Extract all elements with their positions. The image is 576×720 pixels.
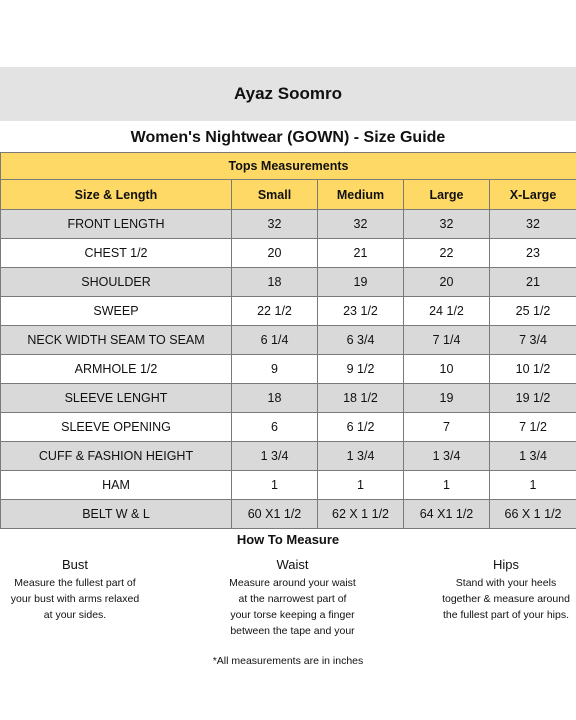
size-guide-title: Women's Nightwear (GOWN) - Size Guide [130,129,446,146]
waist-title: Waist [276,557,309,572]
medium-cell: 32 [318,210,404,239]
bust-title: Bust [61,557,88,572]
measurement-label-cell: CHEST 1/2 [1,239,232,268]
brand-header [0,67,576,121]
small-cell: 20 [232,239,318,268]
small-cell: 18 [232,268,318,297]
waist-line: your torse keeping a finger [230,609,355,621]
medium-cell: 19 [318,268,404,297]
medium-cell: 1 3/4 [318,442,404,471]
table-row [1,268,576,297]
column-header-small: Small [232,180,318,210]
measurement-label-cell: SLEEVE OPENING [1,413,232,442]
table-row [1,500,576,529]
small-cell: 1 3/4 [232,442,318,471]
brand-name: Ayaz Soomro [233,84,342,103]
xlarge-cell: 10 1/2 [490,355,576,384]
large-cell: 1 [404,471,490,500]
small-cell: 6 1/4 [232,326,318,355]
column-header-xlarge: X-Large [490,180,576,210]
large-cell: 20 [404,268,490,297]
medium-cell: 23 1/2 [318,297,404,326]
xlarge-cell: 1 3/4 [490,442,576,471]
measurement-label-cell: SWEEP [1,297,232,326]
table-row [1,442,576,471]
column-header-medium: Medium [318,180,404,210]
bust-line: at your sides. [43,609,107,621]
measurement-label-cell: NECK WIDTH SEAM TO SEAM [1,326,232,355]
hips-instructions [432,556,576,623]
small-cell: 60 X1 1/2 [232,500,318,529]
medium-cell: 62 X 1 1/2 [318,500,404,529]
measurement-label-cell: BELT W & L [1,500,232,529]
medium-cell: 18 1/2 [318,384,404,413]
large-cell: 64 X1 1/2 [404,500,490,529]
table-row [1,413,576,442]
hips-line: the fullest part of your hips. [442,609,570,621]
large-cell: 32 [404,210,490,239]
xlarge-cell: 19 1/2 [490,384,576,413]
xlarge-cell: 21 [490,268,576,297]
table-row [1,471,576,500]
xlarge-cell: 7 3/4 [490,326,576,355]
measurement-footnote: *All measurements are in inches [212,655,364,667]
large-cell: 24 1/2 [404,297,490,326]
table-row [1,210,576,239]
large-cell: 19 [404,384,490,413]
table-row [1,239,576,268]
column-header-row [1,180,576,210]
xlarge-cell: 25 1/2 [490,297,576,326]
table-row [1,355,576,384]
hips-title: Hips [492,557,519,572]
large-cell: 7 1/4 [404,326,490,355]
xlarge-cell: 23 [490,239,576,268]
medium-cell: 9 1/2 [318,355,404,384]
column-header-large: Large [404,180,490,210]
measurement-label-cell: HAM [1,471,232,500]
table-row [1,326,576,355]
measurement-label-cell: CUFF & FASHION HEIGHT [1,442,232,471]
bust-instructions [0,556,150,623]
xlarge-cell: 7 1/2 [490,413,576,442]
measurement-label-cell: ARMHOLE 1/2 [1,355,232,384]
column-header-size-length: Size & Length [1,180,232,210]
bust-line: your bust with arms relaxed [10,593,140,605]
section-header-row [1,153,576,180]
section-title: Tops Measurements [1,153,576,180]
waist-instructions [210,556,375,639]
how-to-measure-title: How To Measure [236,532,340,547]
large-cell: 10 [404,355,490,384]
large-cell: 7 [404,413,490,442]
bust-line: Measure the fullest part of [14,577,136,589]
measurement-label-cell: SHOULDER [1,268,232,297]
xlarge-cell: 32 [490,210,576,239]
hips-line: Stand with your heels [455,577,557,589]
small-cell: 22 1/2 [232,297,318,326]
medium-cell: 6 1/2 [318,413,404,442]
hips-line: together & measure around [442,593,570,605]
small-cell: 32 [232,210,318,239]
small-cell: 6 [232,413,318,442]
waist-line: Measure around your waist [229,577,356,589]
xlarge-cell: 1 [490,471,576,500]
measurement-label-cell: SLEEVE LENGHT [1,384,232,413]
xlarge-cell: 66 X 1 1/2 [490,500,576,529]
size-table [0,152,576,529]
measurement-label-cell: FRONT LENGTH [1,210,232,239]
table-row [1,297,576,326]
large-cell: 22 [404,239,490,268]
waist-line: between the tape and your [230,625,355,637]
table-body [1,210,576,529]
small-cell: 9 [232,355,318,384]
table-row [1,384,576,413]
medium-cell: 21 [318,239,404,268]
medium-cell: 6 3/4 [318,326,404,355]
waist-line: at the narrowest part of [238,593,347,605]
medium-cell: 1 [318,471,404,500]
large-cell: 1 3/4 [404,442,490,471]
small-cell: 18 [232,384,318,413]
small-cell: 1 [232,471,318,500]
